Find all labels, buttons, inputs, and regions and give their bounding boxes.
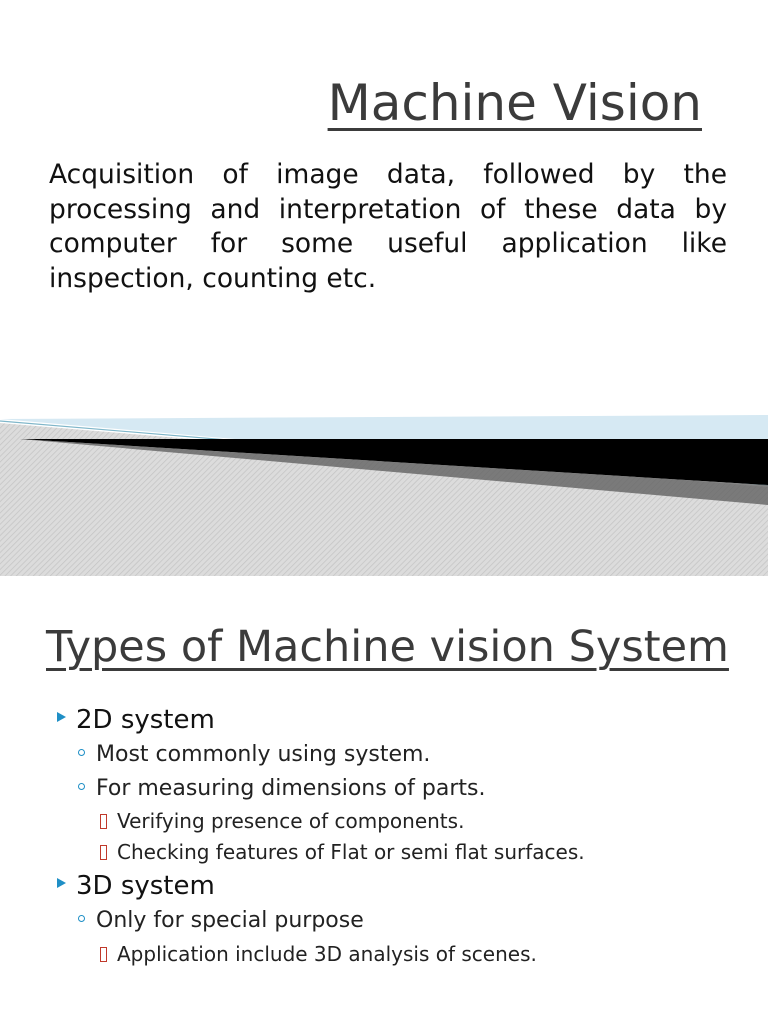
list-item-text: 2D system xyxy=(76,705,215,735)
list-item-text: For measuring dimensions of parts. xyxy=(96,776,486,801)
list-item-text: Most commonly using system. xyxy=(96,742,431,767)
list-item xyxy=(78,742,430,767)
box-icon xyxy=(100,845,107,860)
list-item xyxy=(57,871,215,901)
list-item xyxy=(78,776,485,801)
box-icon xyxy=(100,947,107,962)
slide-title: Types of Machine vision System xyxy=(46,622,729,672)
list-item xyxy=(100,809,464,833)
list-item-text: Only for special purpose xyxy=(96,908,364,933)
arrow-icon xyxy=(57,712,66,722)
list-item-text: Verifying presence of components. xyxy=(117,809,465,833)
box-icon xyxy=(100,814,107,829)
ring-icon xyxy=(78,749,85,756)
list-item xyxy=(100,942,537,966)
ring-icon xyxy=(78,915,85,922)
list-item xyxy=(57,705,215,735)
definition-paragraph: Acquisition of image data, followed by the processing and interpretation of these data by computer for some useful application like inspection, counting etc. xyxy=(49,159,727,294)
list-item-text: Application include 3D analysis of scenes. xyxy=(117,942,537,966)
list-item xyxy=(78,908,364,933)
list-item-text: Checking features of Flat or semi flat surfaces. xyxy=(117,840,585,864)
arrow-icon xyxy=(57,878,66,888)
list-item-text: 3D system xyxy=(76,871,215,901)
list-item xyxy=(100,840,585,864)
ring-icon xyxy=(78,783,85,790)
slide-title: Machine Vision xyxy=(327,74,702,132)
